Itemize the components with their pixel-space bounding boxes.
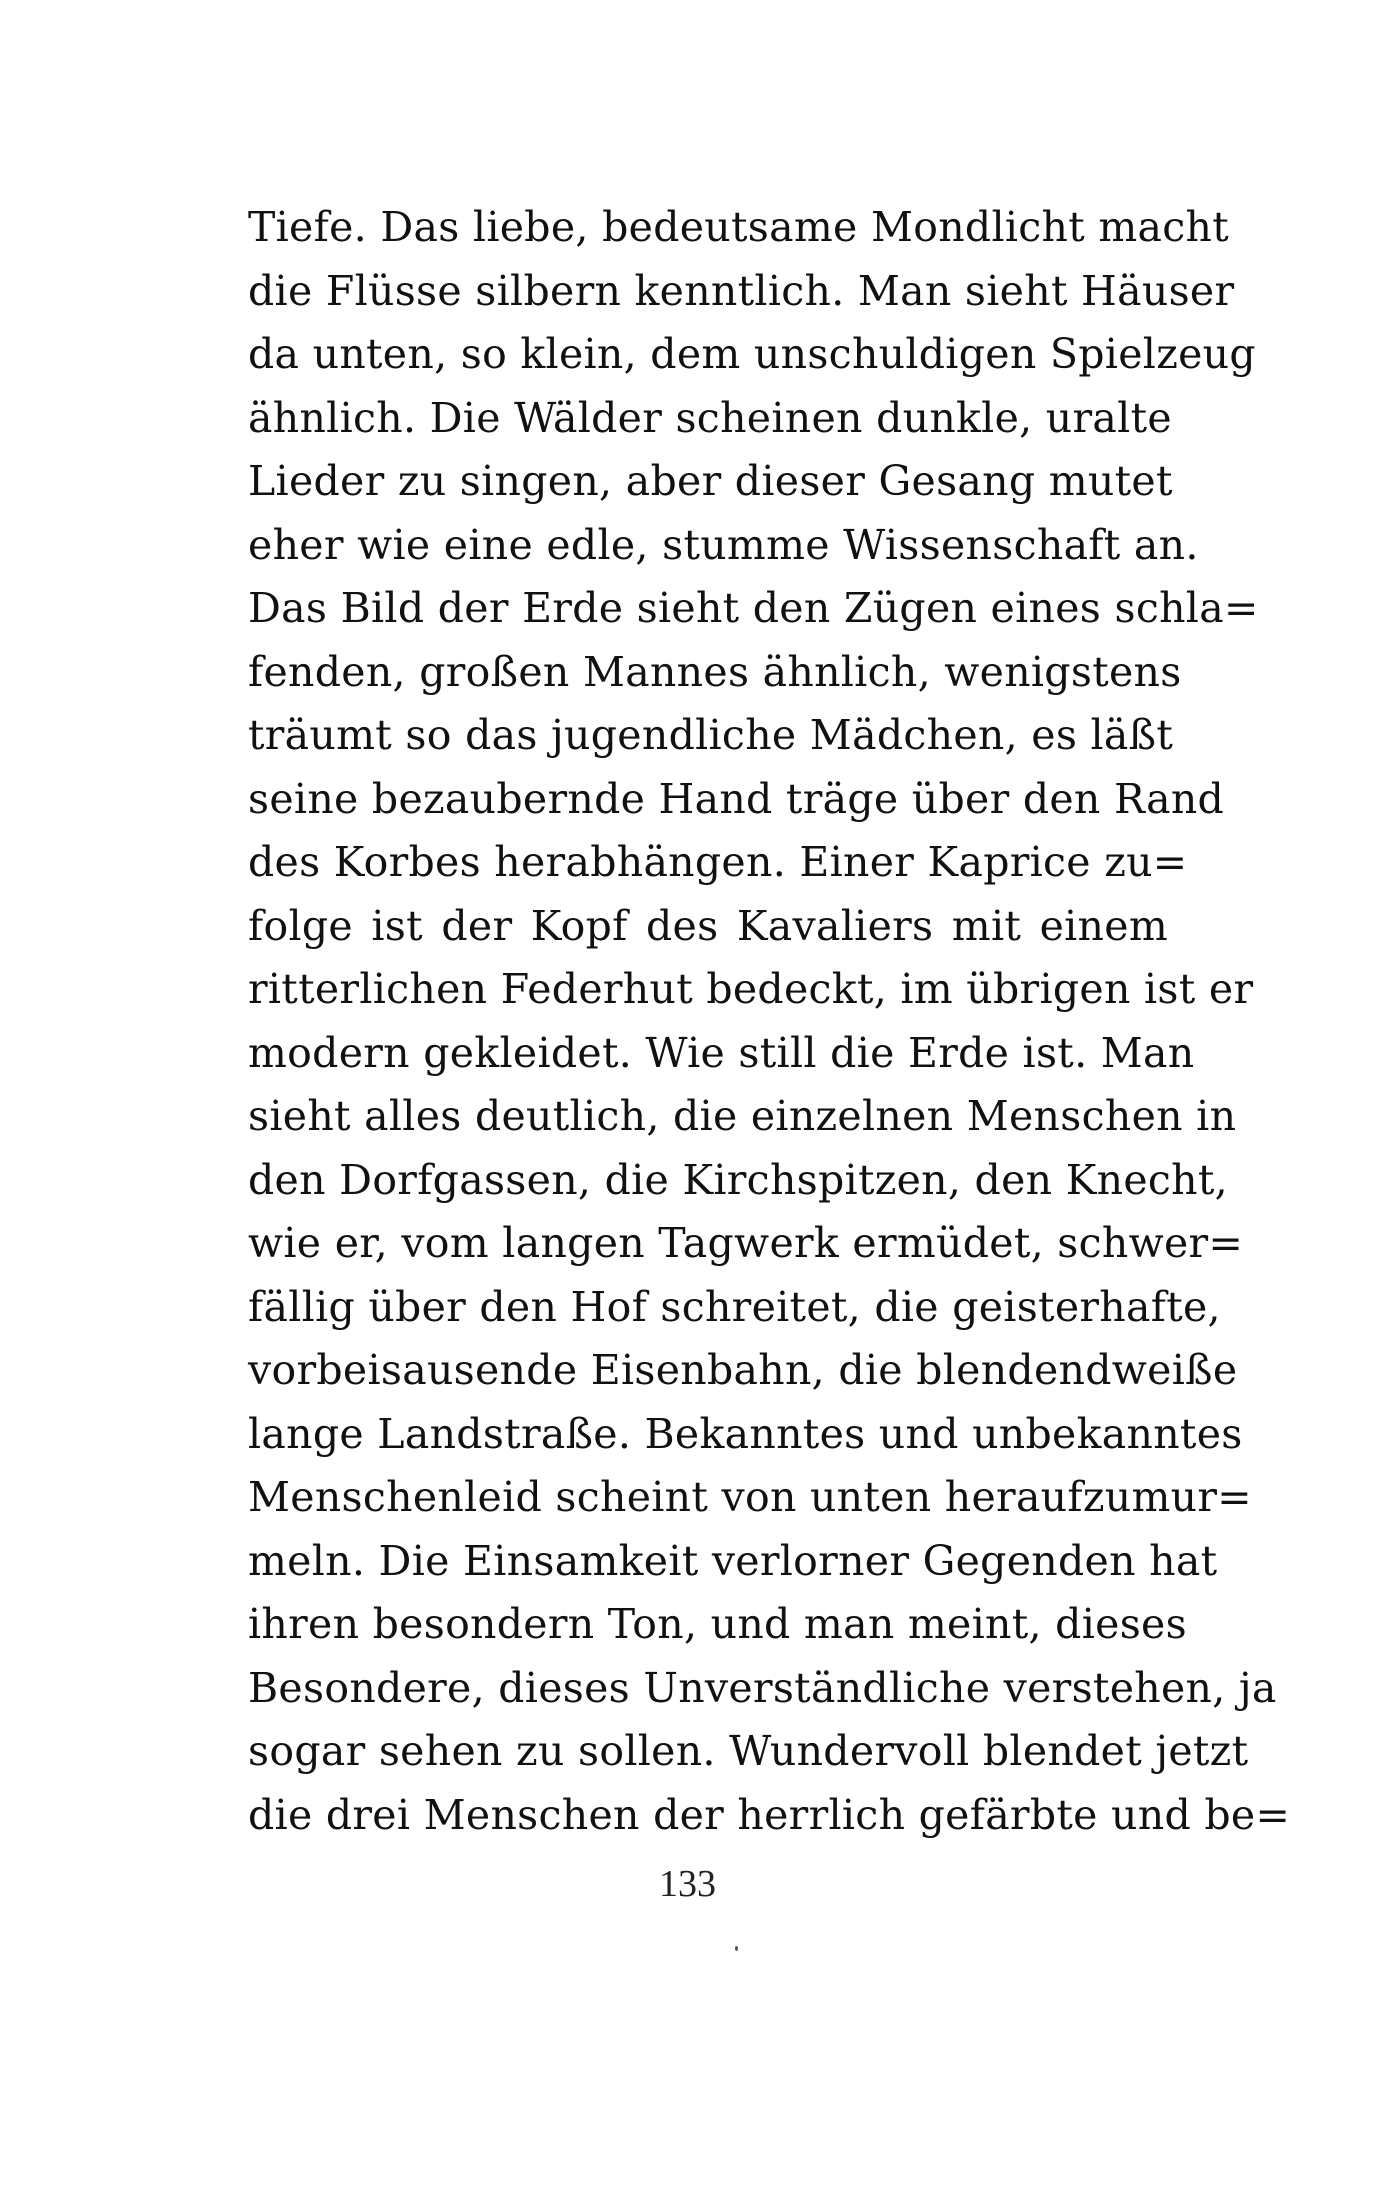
text-line: seine bezaubernde Hand träge über den Rand xyxy=(248,774,1225,823)
text-line: Tiefe. Das liebe, bedeutsame Mondlicht macht xyxy=(248,203,1230,251)
text-line: fällig über den Hof schreitet, die geisterhafte, xyxy=(248,1282,1221,1331)
text-line: Lieder zu singen, aber dieser Gesang mutet xyxy=(248,457,1173,505)
text-line: ähnlich. Die Wälder scheinen dunkle, uralte xyxy=(248,393,1172,442)
text-line: sieht alles deutlich, die einzelnen Menschen in xyxy=(248,1092,1237,1140)
paper-speck xyxy=(735,1946,738,1951)
text-line: modern gekleidet. Wie still die Erde ist. Man xyxy=(248,1028,1195,1077)
text-line: folge ist der Kopf des Kavaliers mit einem xyxy=(248,901,1168,950)
text-line: den Dorfgassen, die Kirchspitzen, den Knecht, xyxy=(248,1155,1228,1204)
text-line: wie er, vom langen Tagwerk ermüdet, schwer= xyxy=(248,1219,1244,1267)
text-line: ritterlichen Federhut bedeckt, im übrigen ist er xyxy=(248,965,1254,1013)
text-line: träumt so das jugendliche Mädchen, es läßt xyxy=(248,711,1174,759)
text-line: lange Landstraße. Bekanntes und unbekanntes xyxy=(248,1409,1243,1458)
page-number: 133 xyxy=(659,1863,716,1905)
text-line: da unten, so klein, dem unschuldigen Spielzeug xyxy=(248,330,1256,378)
text-line: meln. Die Einsamkeit verlorner Gegenden hat xyxy=(248,1536,1218,1585)
text-line: vorbeisausende Eisenbahn, die blendendweiße xyxy=(248,1346,1238,1394)
text-line: Menschenleid scheint von unten heraufzumur= xyxy=(248,1473,1252,1521)
text-line: des Korbes herabhängen. Einer Kaprice zu= xyxy=(248,838,1188,886)
body-text xyxy=(248,196,1291,1847)
text-line: eher wie eine edle, stumme Wissenschaft an. xyxy=(248,520,1199,569)
text-line: ihren besondern Ton, und man meint, dieses xyxy=(248,1600,1187,1648)
text-line: Besondere, dieses Unverständliche verstehen, ja xyxy=(248,1663,1277,1712)
text-line: die drei Menschen der herrlich gefärbte und be= xyxy=(248,1790,1291,1839)
text-line: fenden, großen Mannes ähnlich, wenigstens xyxy=(248,647,1182,696)
text-line: sogar sehen zu sollen. Wundervoll blendet jetzt xyxy=(248,1727,1249,1775)
text-line: die Flüsse silbern kenntlich. Man sieht Häuser xyxy=(248,266,1235,315)
text-line: Das Bild der Erde sieht den Zügen eines schla= xyxy=(248,584,1259,632)
